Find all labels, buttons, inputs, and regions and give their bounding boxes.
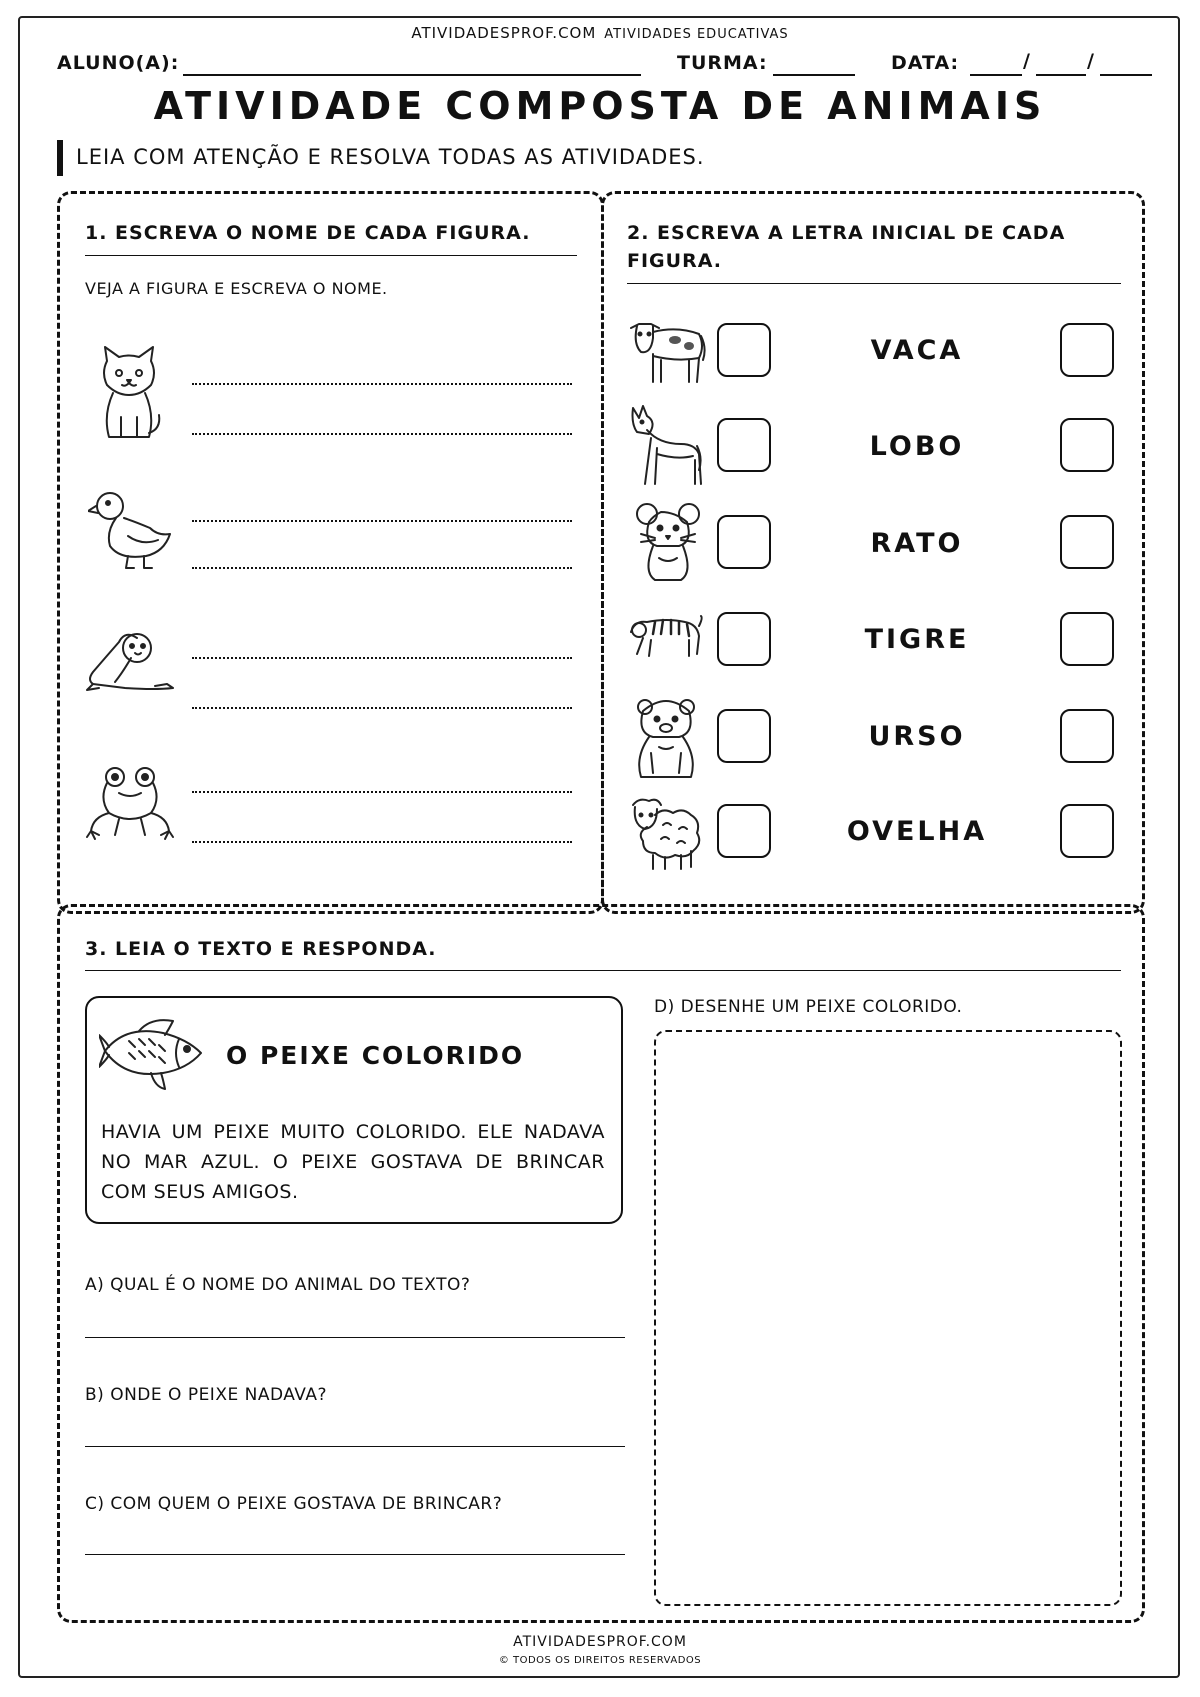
wolf-icon [627, 404, 703, 486]
aluno-field[interactable] [183, 74, 641, 76]
sheep-icon [627, 795, 703, 871]
answer-a-line[interactable] [85, 1337, 625, 1338]
tigre-answer-box[interactable] [1060, 612, 1114, 666]
section1-title: 1. ESCREVA O NOME DE CADA FIGURA. [85, 222, 531, 244]
answer-c-line[interactable] [85, 1554, 625, 1555]
rato-answer-box[interactable] [1060, 515, 1114, 569]
urso-initial-box[interactable] [717, 709, 771, 763]
seal-icon [85, 628, 177, 694]
tigre-initial-box[interactable] [717, 612, 771, 666]
ovelha-initial-box[interactable] [717, 804, 771, 858]
duck-name-line-1[interactable] [192, 520, 572, 522]
footer-site: ATIVIDADESPROF.COM [513, 1634, 687, 1650]
vaca-word: VACA [870, 335, 964, 366]
urso-word: URSO [868, 721, 966, 752]
ovelha-answer-box[interactable] [1060, 804, 1114, 858]
site-header [0, 24, 1200, 42]
footer-rights: © TODOS OS DIREITOS RESERVADOS [498, 1655, 702, 1666]
aluno-label: ALUNO(A): [57, 52, 180, 74]
date-slash-1: / [1023, 50, 1031, 72]
section3-rule [85, 970, 1121, 971]
lobo-word: LOBO [869, 431, 965, 462]
cat-name-line-1[interactable] [192, 383, 572, 385]
data-label: DATA: [891, 52, 960, 74]
ovelha-word: OVELHA [846, 816, 988, 847]
date-day-field[interactable] [970, 74, 1022, 76]
urso-answer-box[interactable] [1060, 709, 1114, 763]
instruction-text: LEIA COM ATENÇÃO E RESOLVA TODAS AS ATIVIDADES. [76, 145, 705, 169]
seal-name-line-2[interactable] [192, 707, 572, 709]
site-name: ATIVIDADESPROF.COM [411, 24, 597, 42]
duck-name-line-2[interactable] [192, 567, 572, 569]
fish-icon [99, 1017, 209, 1091]
seal-name-line-1[interactable] [192, 657, 572, 659]
frog-name-line-2[interactable] [192, 841, 572, 843]
question-a: A) QUAL É O NOME DO ANIMAL DO TEXTO? [85, 1275, 471, 1295]
duck-icon [88, 488, 172, 572]
lobo-initial-box[interactable] [717, 418, 771, 472]
frog-name-line-1[interactable] [192, 791, 572, 793]
page-title: ATIVIDADE COMPOSTA DE ANIMAIS [153, 84, 1047, 128]
instruction-bar [57, 140, 63, 176]
answer-b-line[interactable] [85, 1446, 625, 1447]
section1-rule [85, 255, 577, 256]
story-text: HAVIA UM PEIXE MUITO COLORIDO. ELE NADAVA NO MAR AZUL. O PEIXE GOSTAVA DE BRINCAR COM SEUS AMIGOS. [101, 1121, 605, 1203]
turma-label: TURMA: [677, 52, 768, 74]
section2-rule [627, 283, 1121, 284]
cat-icon [95, 345, 163, 441]
turma-field[interactable] [773, 74, 855, 76]
rat-icon [633, 502, 703, 582]
vaca-initial-box[interactable] [717, 323, 771, 377]
cow-icon [627, 316, 707, 386]
section1-subtitle: VEJA A FIGURA E ESCREVA O NOME. [85, 279, 388, 298]
cat-name-line-2[interactable] [192, 433, 572, 435]
draw-prompt: D) DESENHE UM PEIXE COLORIDO. [654, 997, 963, 1017]
rato-initial-box[interactable] [717, 515, 771, 569]
drawing-area[interactable] [654, 1030, 1122, 1606]
site-tagline: ATIVIDADES EDUCATIVAS [604, 27, 789, 42]
story-title: O PEIXE COLORIDO [226, 1041, 525, 1070]
vaca-answer-box[interactable] [1060, 323, 1114, 377]
lobo-answer-box[interactable] [1060, 418, 1114, 472]
bear-icon [629, 697, 703, 779]
date-year-field[interactable] [1100, 74, 1152, 76]
rato-word: RATO [870, 528, 964, 559]
question-c: C) COM QUEM O PEIXE GOSTAVA DE BRINCAR? [85, 1494, 503, 1514]
tiger-icon [627, 614, 703, 660]
tigre-word: TIGRE [864, 624, 970, 655]
date-slash-2: / [1087, 50, 1095, 72]
question-b: B) ONDE O PEIXE NADAVA? [85, 1385, 327, 1405]
section3-title: 3. LEIA O TEXTO E RESPONDA. [85, 938, 437, 960]
section2-title: 2. ESCREVA A LETRA INICIAL DE CADA FIGURA. [627, 222, 1066, 272]
frog-icon [85, 765, 175, 841]
date-month-field[interactable] [1036, 74, 1086, 76]
